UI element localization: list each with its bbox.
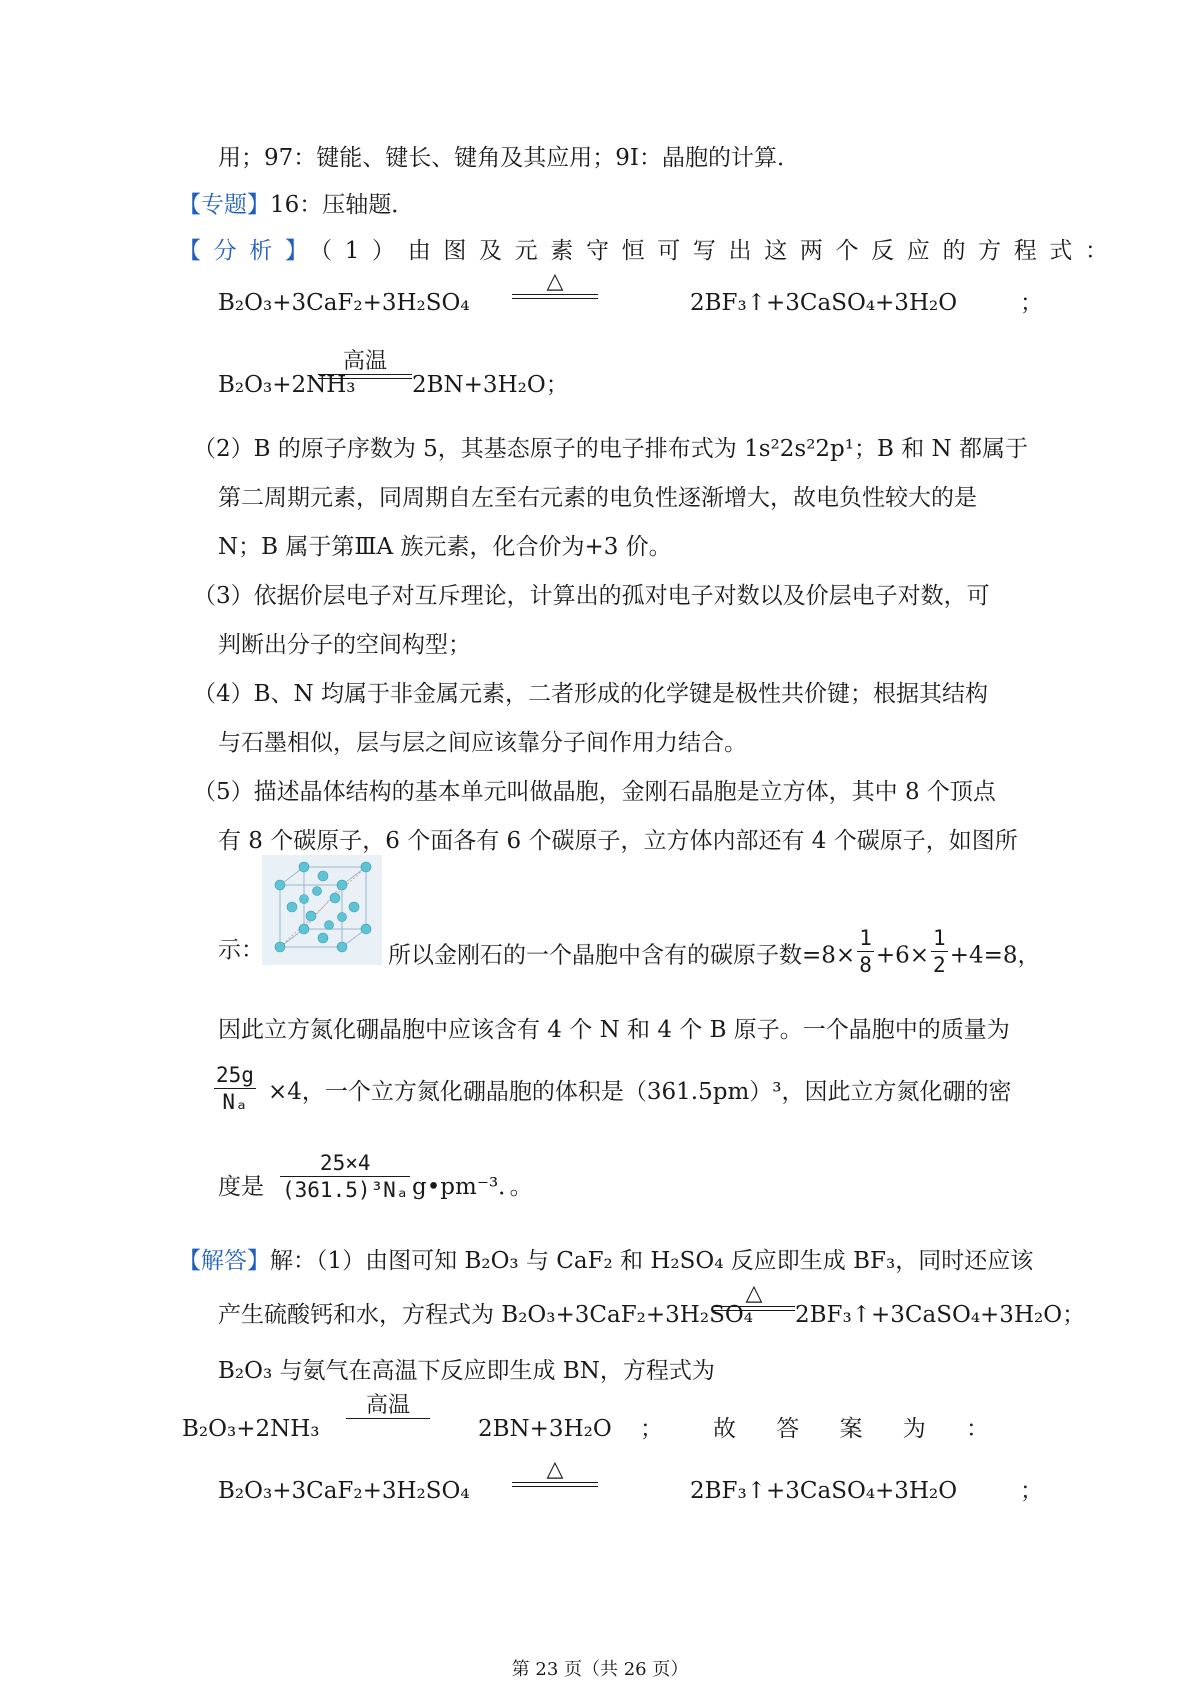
heat-symbol: △ <box>745 1281 763 1306</box>
fraction-numerator: 1 <box>859 926 872 950</box>
analysis-intro: （1）由图及元素守恒可写出这两个反应的方程式： <box>320 238 1121 264</box>
answer-text: 解：（1）由图可知 B₂O₃ 与 CaF₂ 和 H₂SO₄ 反应即生成 BF₃，同时还应该 <box>270 1248 1034 1274</box>
high-temp-label: 高温 <box>342 349 387 374</box>
fraction-numerator: 1 <box>933 926 946 950</box>
equation-end: ； <box>1020 290 1043 316</box>
paragraph-line: （5）描述晶体结构的基本单元叫做晶胞，金刚石晶胞是立方体，其中 8 个顶点 <box>193 779 996 805</box>
density-unit: g•pm⁻³．。 <box>412 1174 533 1200</box>
analysis-tag: 【分析】 <box>178 238 321 264</box>
paragraph-line: （3）依据价层电子对互斥理论，计算出的孤对电子对数以及价层电子对数，可 <box>193 583 990 609</box>
fraction-denominator: 8 <box>859 953 872 977</box>
fraction-denominator: 2 <box>933 953 946 977</box>
reaction-condition-high-temp <box>346 1394 430 1419</box>
reaction-condition-heat <box>512 270 598 299</box>
answer-equation-right: 2BF₃↑+3CaSO₄+3H₂O； <box>795 1302 1086 1328</box>
heat-symbol: △ <box>546 269 564 294</box>
paragraph-line: 与石墨相似，层与层之间应该靠分子间作用力结合。 <box>218 730 747 756</box>
fraction-denominator: Nₐ <box>214 1088 256 1115</box>
answer-tag: 【解答】 <box>178 1248 270 1274</box>
paragraph-line: 因此立方氮化硼晶胞中应该含有 4 个 N 和 4 个 B 原子。一个晶胞中的质量为 <box>218 1017 1010 1043</box>
paragraph-line: （4）B、N 均属于非金属元素，二者形成的化学键是极性共价键；根据其结构 <box>193 681 988 707</box>
reaction-condition-heat <box>512 1458 598 1487</box>
mass-fraction <box>214 1062 256 1115</box>
paragraph-line: 判断出分子的空间构型； <box>218 632 471 658</box>
density-prefix: 度是 <box>218 1174 264 1200</box>
fraction-numerator: 25g <box>216 1063 254 1087</box>
fraction-one-eighth <box>857 925 874 978</box>
fraction-denominator: (361.5)³Nₐ <box>282 1178 409 1202</box>
text-line: 用；97：键能、键长、键角及其应用；9I：晶胞的计算． <box>218 145 800 171</box>
semicolon: ； <box>640 1416 663 1442</box>
equation-right: 2BN+3H₂O； <box>412 372 569 398</box>
paragraph-line: 第二周期元素，同周期自左至右元素的电负性逐渐增大，故电负性较大的是 <box>218 485 977 511</box>
topic-line <box>178 190 414 220</box>
answer-conclusion: 故答案为： <box>713 1416 1030 1442</box>
analysis-heading <box>178 236 1121 266</box>
page-footer: 第 23 页（共 26 页） <box>511 1659 689 1680</box>
paragraph-line: ×4，一个立方氮化硼晶胞的体积是（361.5pm）³，因此立方氮化硼的密 <box>268 1079 1012 1105</box>
carbon-count-mid: +6× <box>875 942 930 969</box>
topic-text: 16：压轴题． <box>270 192 415 218</box>
answer-line: B₂O₃ 与氨气在高温下反应即生成 BN，方程式为 <box>218 1358 715 1384</box>
paragraph-line: N；B 属于第ⅢA 族元素，化合价为+3 价。 <box>218 534 672 560</box>
answer-equation-left: 产生硫酸钙和水，方程式为 B₂O₃+3CaF₂+3H₂SO₄ <box>218 1302 753 1328</box>
equation-end: ； <box>1020 1478 1043 1504</box>
topic-tag: 【专题】 <box>178 192 270 218</box>
fraction-one-half <box>931 925 948 978</box>
reaction-condition-high-temp <box>318 350 412 379</box>
equation-left: B₂O₃+3CaF₂+3H₂SO₄ <box>218 290 470 316</box>
paragraph-line: （2）B 的原子序数为 5，其基态原子的电子排布式为 1s²2s²2p¹；B 和 N 都属于 <box>193 436 1028 462</box>
paragraph-line <box>218 935 264 965</box>
equation-right: 2BF₃↑+3CaSO₄+3H₂O <box>690 290 958 316</box>
carbon-count-text: 所以金刚石的一个晶胞中含有的碳原子数=8× <box>388 942 856 969</box>
answer-equation-mid: 2BN+3H₂O <box>478 1416 612 1442</box>
paragraph-line-with-fractions <box>388 926 1041 978</box>
high-temp-label: 高温 <box>365 1393 410 1418</box>
equation-left: B₂O₃+2NH₃ <box>218 372 356 398</box>
figure-prefix: 示： <box>218 937 264 963</box>
heat-symbol: △ <box>546 1457 564 1482</box>
answer-equation-right: 2BF₃↑+3CaSO₄+3H₂O <box>690 1478 958 1504</box>
paragraph-line: 有 8 个碳原子，6 个面各有 6 个碳原子，立方体内部还有 4 个碳原子，如图所 <box>218 828 1018 854</box>
answer-line <box>178 1246 1033 1276</box>
density-fraction <box>280 1150 410 1203</box>
diamond-unit-cell-figure <box>262 855 382 965</box>
carbon-count-end: +4=8， <box>949 942 1041 969</box>
reaction-condition-heat <box>713 1282 795 1311</box>
fraction-numerator: 25×4 <box>319 1151 371 1175</box>
answer-equation-left: B₂O₃+3CaF₂+3H₂SO₄ <box>218 1478 470 1504</box>
answer-equation-left: B₂O₃+2NH₃ <box>182 1416 320 1442</box>
